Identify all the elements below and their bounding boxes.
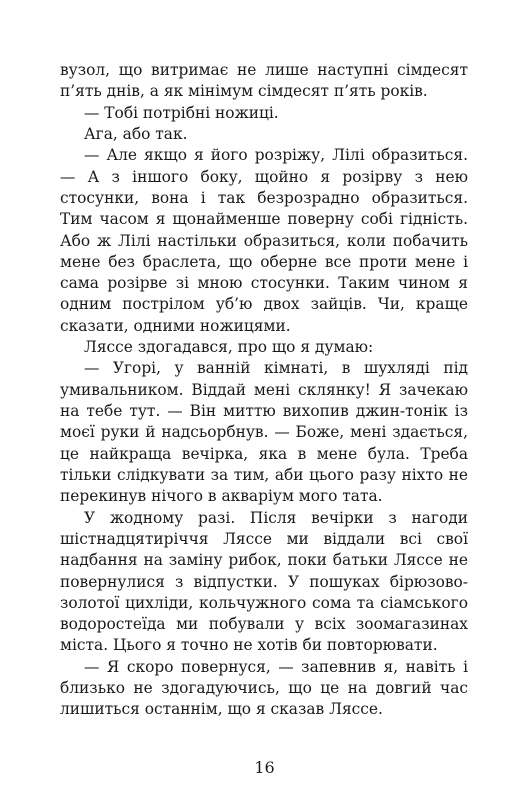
page-number: 16 <box>254 758 275 777</box>
paragraph: вузол, що витримає не лише наступні сімдесят п’ять днів, а як мінімум сімдесят п’ять років. <box>60 61 468 101</box>
paragraph: — Але якщо я його розріжу, Лілі образиться. — А з іншого боку, щойно я розірву з нею стосунки, вона і так безрозрадно образиться. Тим часом я щонайменше поверну собі гідність. Або ж Лілі настільки образиться, коли побачить мене без браслета, що оберне все проти мене і сама розірве зі мною стосунки. Таким чином я одним пострілом уб’ю двох зайців. Чи, краще сказати, одними ножицями. <box>60 146 468 335</box>
body-text <box>60 60 468 721</box>
paragraph: Ляссе здогадався, про що я думаю: <box>84 338 374 357</box>
paragraph: Ага, або так. <box>84 124 188 143</box>
paragraph: — Я скоро повернуся, — запевнив я, навіть і близько не здогадуючись, що це на довгий час лишиться останнім, що я сказав Ляссе. <box>60 657 468 719</box>
paragraph: — Тобі потрібні ножиці. <box>84 103 279 122</box>
paragraph: У жодному разі. Після вечірки з нагоди шістнадцятиріччя Ляссе ми віддали всі свої надбання на заміну рибок, поки батьки Ляссе не повернулися з відпустки. У пошуках бірюзово-золотої цихліди, кольчужного сома та сіамського водоростеїда ми побували у всіх зоомагазинах міста. Цього я точно не хотів би повторювати. <box>60 508 468 655</box>
paragraph: — Угорі, у ванній кімнаті, в шухляді під умивальником. Віддай мені склянку! Я зачекаю на тебе тут. — Він миттю вихопив джин-тонік із моєї руки й надсьорбнув. — Боже, мені здається, це найкраща вечірка, яка в мене була. Треба тільки слідкувати за тим, аби цього разу ніхто не перекинув нічого в акваріум мого тата. <box>60 359 468 506</box>
